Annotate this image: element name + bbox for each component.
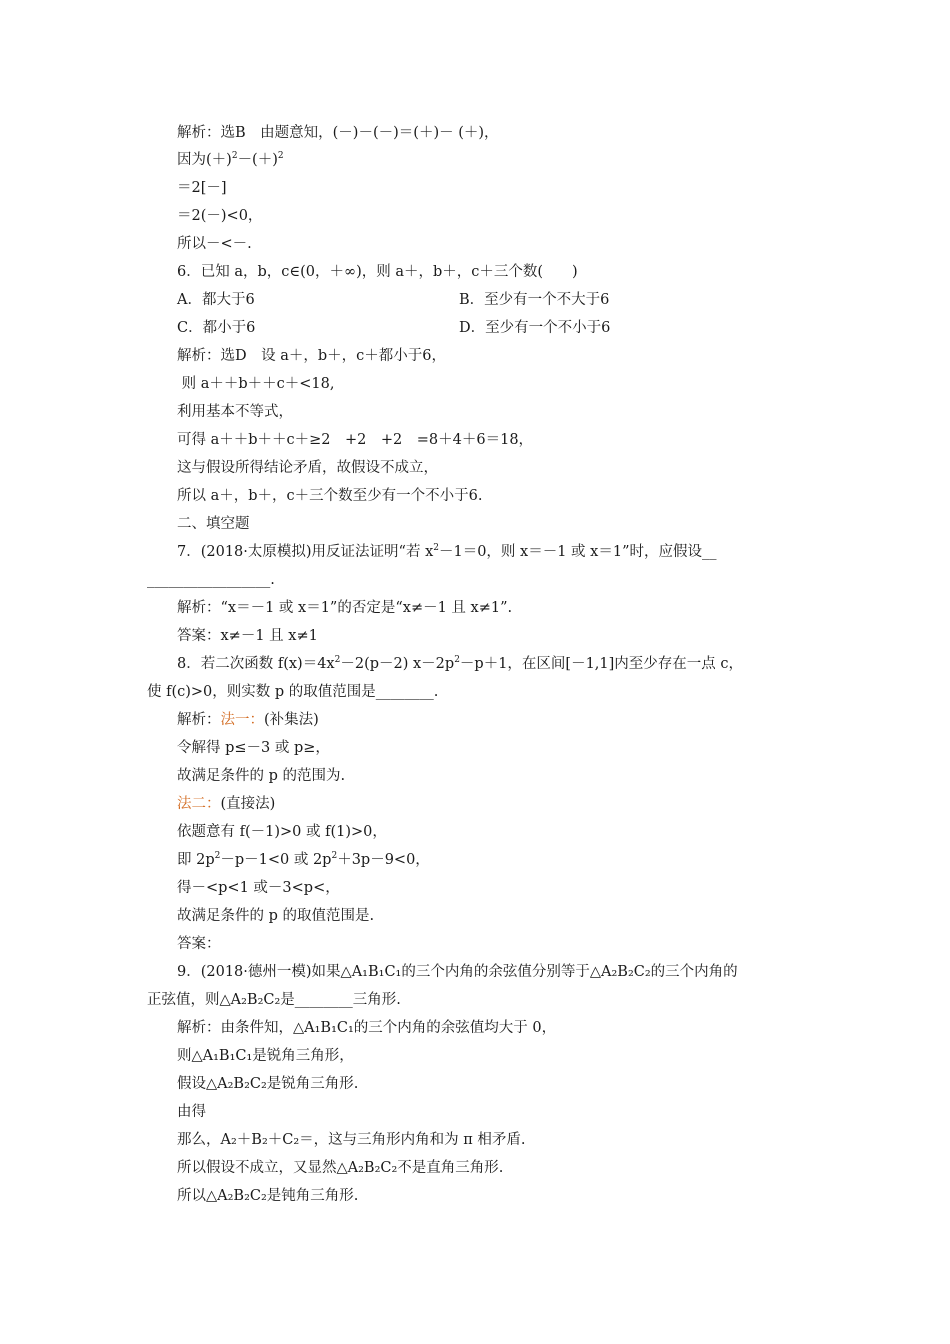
superscript: 2 xyxy=(433,543,439,553)
text-segment: －p－1<0 或 2p xyxy=(220,852,332,868)
solution-8-line-2: 令解得 p≤－3 或 p≥， xyxy=(177,740,330,756)
solution-8-line-7: 得－<p<1 或－3<p<， xyxy=(177,880,340,896)
solution-6-line-6: 所以 a＋，b＋，c＋三个数至少有一个不小于6. xyxy=(177,488,483,504)
question-8-line-1 xyxy=(177,654,743,674)
text-segment: －1＝0，则 x＝－1 或 x＝1”时，应假设__ xyxy=(438,544,717,560)
question-9-line-2: 正弦值，则△A₂B₂C₂是________三角形. xyxy=(147,992,401,1008)
solution-9-line-2: 则△A₁B₁C₁是锐角三角形， xyxy=(177,1048,354,1064)
text-segment: 解析： xyxy=(177,712,221,728)
solution-9-line-1: 解析：由条件知，△A₁B₁C₁的三个内角的余弦值均大于 0， xyxy=(177,1020,557,1036)
text-segment: 8．若二次函数 f(x)＝4x xyxy=(177,656,335,672)
superscript: 2 xyxy=(334,655,341,665)
text-segment: 即 2p xyxy=(177,852,215,868)
superscript: 2 xyxy=(277,151,284,161)
superscript: 2 xyxy=(331,851,338,861)
question-6: 6．已知 a，b，c∈(0，＋∞)，则 a＋，b＋，c＋三个数( ) xyxy=(177,264,578,280)
solution-8-line-5: 依题意有 f(－1)>0 或 f(1)>0， xyxy=(177,824,387,840)
option-c: C．都小于6 xyxy=(177,320,256,336)
solution-8-line-6 xyxy=(177,850,430,870)
question-9-line-1: 9．(2018·德州一模)如果△A₁B₁C₁的三个内角的余弦值分别等于△A₂B₂C₂的三个内角的 xyxy=(177,964,738,980)
question-8-line-2: 使 f(c)>0，则实数 p 的取值范围是________. xyxy=(147,684,439,700)
solution-5-line-4: ＝2(－)<0， xyxy=(177,208,263,224)
method-label: 法二： xyxy=(177,796,221,812)
solution-9-line-4: 由得 xyxy=(177,1104,206,1120)
solution-6-line-2: 则 a＋＋b＋＋c＋<18, xyxy=(177,376,335,392)
superscript: 2 xyxy=(214,851,221,861)
text-segment: －p＋1，在区间[－1,1]内至少存在一点 c， xyxy=(459,656,744,672)
solution-6-line-1: 解析：选D 设 a＋，b＋，c＋都小于6， xyxy=(177,348,447,364)
solution-5-line-5: 所以－<－. xyxy=(177,236,252,252)
solution-8-line-8: 故满足条件的 p 的取值范围是. xyxy=(177,908,375,924)
option-d: D．至少有一个不小于6 xyxy=(459,320,611,336)
text-segment: (直接法) xyxy=(220,796,276,812)
text-segment: 因为(＋) xyxy=(177,152,232,168)
solution-6-line-5: 这与假设所得结论矛盾，故假设不成立， xyxy=(177,460,438,476)
solution-9-line-6: 所以假设不成立，又显然△A₂B₂C₂不是直角三角形. xyxy=(177,1160,504,1176)
solution-9-line-5: 那么，A₂＋B₂＋C₂＝，这与三角形内角和为 π 相矛盾. xyxy=(177,1132,526,1148)
solution-8-line-4 xyxy=(177,794,275,814)
superscript: 2 xyxy=(231,151,238,161)
text-segment: ＋3p－9<0， xyxy=(337,852,430,868)
question-7-blank: _________________. xyxy=(147,572,275,588)
solution-9-line-3: 假设△A₂B₂C₂是锐角三角形. xyxy=(177,1076,359,1092)
method-label: 法一： xyxy=(220,712,264,728)
text-segment: －(＋) xyxy=(237,152,278,168)
solution-5-line-3: ＝2[－] xyxy=(177,180,227,196)
solution-5-line-1: 解析：选B 由题意知，(－)－(－)＝(＋)－ (＋)， xyxy=(177,125,499,141)
solution-5-line-2 xyxy=(177,150,284,170)
text-segment: 7．(2018·太原模拟)用反证法证明“若 x xyxy=(177,544,434,560)
solution-7-line-1: 解析：“x＝－1 或 x＝1”的否定是“x≠－1 且 x≠1”. xyxy=(177,600,513,616)
option-a: A．都大于6 xyxy=(177,292,255,308)
question-7-line-1 xyxy=(177,542,716,562)
solution-9-line-7: 所以△A₂B₂C₂是钝角三角形. xyxy=(177,1188,359,1204)
answer-7: 答案：x≠－1 且 x≠1 xyxy=(177,628,318,644)
text-segment: －2(p－2) x－2p xyxy=(340,656,455,672)
solution-6-line-4: 可得 a＋＋b＋＋c＋≥2 +2 +2 =8＋4＋6＝18， xyxy=(177,432,534,448)
option-b: B．至少有一个不大于6 xyxy=(459,292,610,308)
section-heading: 二、填空题 xyxy=(177,516,250,532)
answer-8: 答案： xyxy=(177,936,221,952)
superscript: 2 xyxy=(454,655,460,665)
solution-6-line-3: 利用基本不等式， xyxy=(177,404,293,420)
solution-8-line-3: 故满足条件的 p 的范围为. xyxy=(177,768,346,784)
text-segment: (补集法) xyxy=(264,712,319,728)
solution-8-line-1 xyxy=(177,710,319,730)
